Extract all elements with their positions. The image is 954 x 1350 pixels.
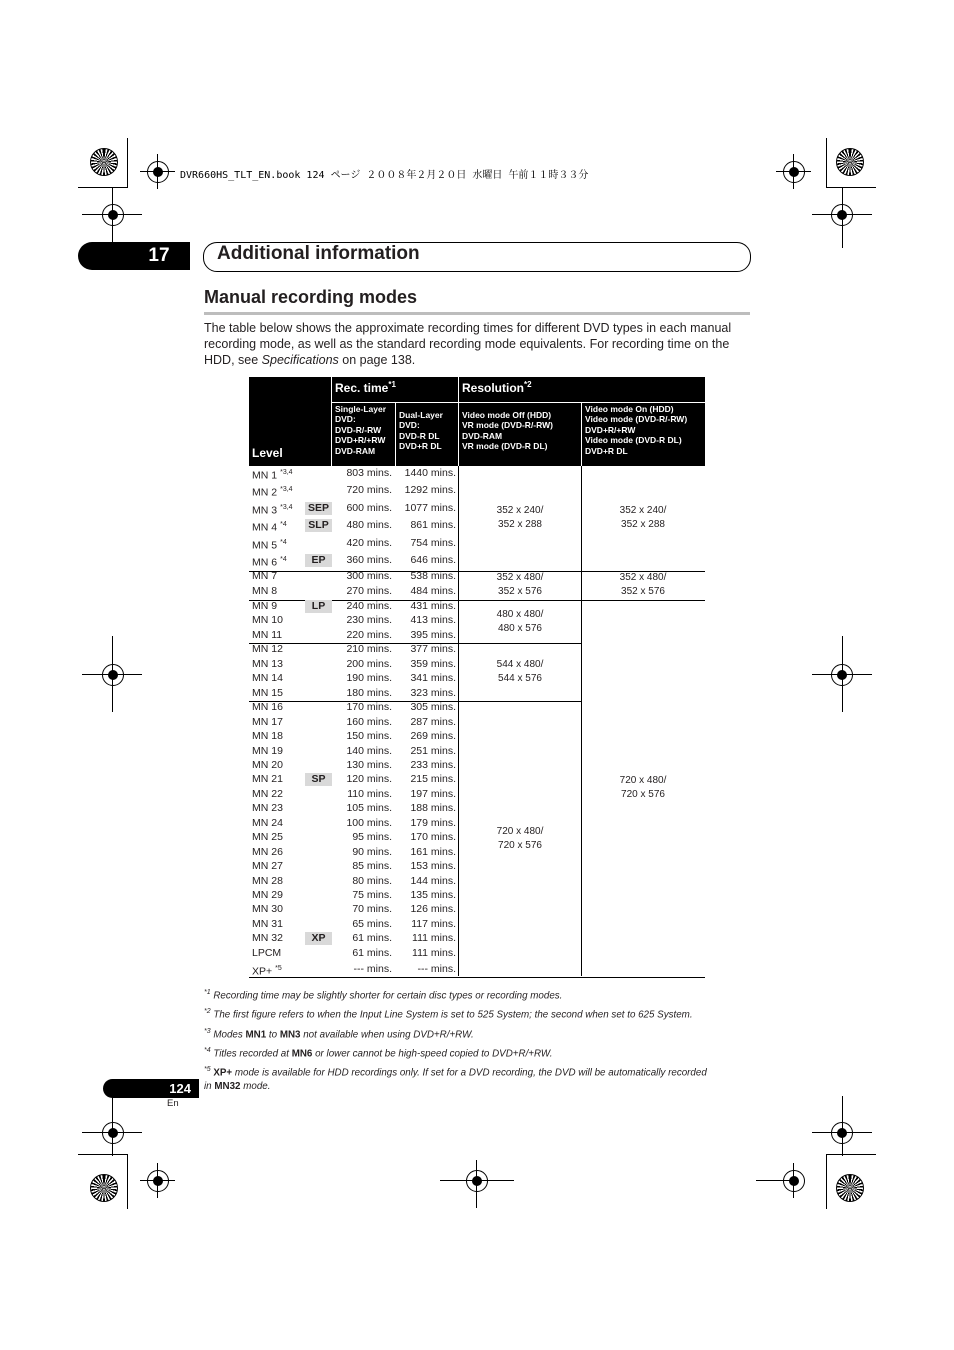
dual-layer-time: --- mins. xyxy=(417,963,456,976)
dual-layer-time: 111 mins. xyxy=(412,932,456,945)
single-layer-time: 300 mins. xyxy=(346,570,392,582)
resolution-cell xyxy=(460,825,580,852)
dual-layer-time: 395 mins. xyxy=(410,628,456,641)
dual-layer-time: 188 mins. xyxy=(410,802,456,815)
footnote-bold: MN32 xyxy=(214,1081,241,1093)
footnote-text: to xyxy=(266,1028,280,1040)
hdr-line: Video mode On (HDD) xyxy=(585,404,674,414)
res-line: 720 x 576 xyxy=(621,788,665,800)
dual-layer-time: 215 mins. xyxy=(410,773,456,786)
footnote-bold: XP+ xyxy=(213,1067,233,1079)
single-layer-time: 85 mins. xyxy=(352,860,392,873)
level-label: MN 21 xyxy=(252,773,283,786)
single-layer-time: 170 mins. xyxy=(346,701,392,714)
level-label: MN 23 xyxy=(252,802,283,815)
footnote-4 xyxy=(204,1043,752,1062)
dual-layer-time: 646 mins. xyxy=(410,554,456,566)
resolution-header-label xyxy=(462,380,532,395)
dual-layer-time: 484 mins. xyxy=(410,585,456,597)
single-layer-time: 105 mins. xyxy=(346,802,392,815)
footnote-3 xyxy=(204,1024,752,1043)
level-label: MN 5 xyxy=(252,539,278,552)
hdr-line: VR mode (DVD-R DL) xyxy=(462,441,548,452)
dual-layer-time: 754 mins. xyxy=(410,537,456,549)
single-layer-time: 95 mins. xyxy=(352,831,392,844)
single-layer-time: 720 mins. xyxy=(346,484,392,496)
hdr-line: DVD-RAM xyxy=(462,430,503,441)
rec-time-label: Rec. time xyxy=(335,381,389,395)
single-layer-time: 70 mins. xyxy=(352,903,392,916)
level-cell xyxy=(252,643,283,655)
footnote-5 xyxy=(204,1063,752,1094)
table-bottom-rule xyxy=(249,977,705,978)
column-divider xyxy=(458,466,459,976)
section-rule xyxy=(204,312,750,315)
footnote-mark: *2 xyxy=(204,1008,211,1016)
dual-layer-time: 126 mins. xyxy=(410,903,456,916)
dual-layer-time: 287 mins. xyxy=(410,715,456,728)
level-label: MN 8 xyxy=(252,585,278,597)
dual-layer-time: 144 mins. xyxy=(410,874,456,887)
level-cell xyxy=(252,831,283,843)
rec-time-footnote-ref: *1 xyxy=(388,380,396,389)
page-number: 124 xyxy=(103,1079,199,1098)
standard-mode-badge: EP xyxy=(305,554,332,567)
single-layer-time: 200 mins. xyxy=(346,657,392,670)
single-layer-time: 600 mins. xyxy=(346,502,392,514)
level-label: MN 27 xyxy=(252,860,283,873)
header-video-mode-on xyxy=(582,403,705,466)
hdr-line: DVD-R/-RW xyxy=(335,424,382,435)
level-cell xyxy=(252,600,277,612)
footnote-text: Titles recorded at xyxy=(213,1048,292,1060)
level-label: MN 18 xyxy=(252,730,283,743)
column-divider xyxy=(581,466,582,976)
single-layer-time: 75 mins. xyxy=(352,889,392,901)
res-line: 720 x 576 xyxy=(498,839,542,851)
resolution-cell xyxy=(583,774,703,801)
footnote-text: The first figure refers to when the Input Line System is set to 525 System; the second when set to 625 System. xyxy=(213,1009,693,1021)
level-footnote-ref: *4 xyxy=(280,521,287,528)
crosshair-mark xyxy=(102,1122,124,1144)
dual-layer-time: 197 mins. xyxy=(410,787,456,800)
level-cell xyxy=(252,745,283,757)
single-layer-time: 65 mins. xyxy=(352,917,392,930)
res-line: 480 x 576 xyxy=(498,622,542,634)
resolution-cell xyxy=(583,571,703,598)
level-label: MN 29 xyxy=(252,889,283,901)
dual-layer-time: 323 mins. xyxy=(410,686,456,699)
hdr-line: DVD+R DL xyxy=(585,445,628,456)
section-title: Manual recording modes xyxy=(204,287,418,307)
single-layer-time: 130 mins. xyxy=(346,758,392,771)
hdr-line: Dual-Layer xyxy=(399,410,443,420)
intro-paragraph xyxy=(204,320,752,368)
level-cell xyxy=(252,716,283,728)
level-cell xyxy=(252,903,283,915)
dual-layer-time: 251 mins. xyxy=(410,744,456,757)
level-cell xyxy=(252,802,283,814)
dual-layer-time: 413 mins. xyxy=(410,614,456,627)
footnote-bold: MN6 xyxy=(291,1048,313,1060)
hdr-line: DVD-R DL xyxy=(399,430,440,441)
res-line: 352 x 480/ xyxy=(496,572,544,583)
footnote-text: not available when using DVD+R/+RW. xyxy=(300,1028,474,1040)
level-label: MN 28 xyxy=(252,874,283,887)
hdr-line: DVD+R/+RW xyxy=(585,424,636,435)
res-line: 544 x 576 xyxy=(498,672,542,684)
single-layer-time: 150 mins. xyxy=(346,730,392,743)
standard-mode-badge: XP xyxy=(305,932,332,945)
dual-layer-time: 538 mins. xyxy=(410,570,456,582)
level-label: XP+ xyxy=(252,965,273,978)
single-layer-time: 90 mins. xyxy=(352,845,392,858)
dual-layer-time: 377 mins. xyxy=(410,643,456,656)
dual-layer-time: 170 mins. xyxy=(410,831,456,844)
footnote-mark: *1 xyxy=(204,989,211,996)
crosshair-mark xyxy=(102,664,124,686)
level-label: MN 2 xyxy=(252,486,278,499)
footnote-text: Recording time may be slightly shorter for certain disc types or recording modes. xyxy=(213,990,563,1002)
resolution-footnote-ref: *2 xyxy=(524,380,532,389)
dual-layer-time: 153 mins. xyxy=(410,860,456,873)
level-label: MN 19 xyxy=(252,744,283,757)
footnote-mark: *3 xyxy=(204,1027,211,1035)
resolution-label: Resolution xyxy=(462,381,524,395)
dual-layer-time: 341 mins. xyxy=(410,672,456,685)
dual-layer-time: 111 mins. xyxy=(412,946,456,959)
standard-mode-badge: LP xyxy=(305,600,332,613)
dual-layer-time: 161 mins. xyxy=(410,845,456,858)
level-footnote-ref: *4 xyxy=(280,539,287,546)
resolution-cell xyxy=(460,571,580,598)
footnote-mark: *5 xyxy=(204,1066,211,1074)
level-label: MN 7 xyxy=(252,570,278,582)
dual-layer-time: 861 mins. xyxy=(410,519,456,531)
level-label: MN 1 xyxy=(252,469,278,482)
hdr-line: DVD+R/+RW xyxy=(335,435,386,446)
level-cell xyxy=(252,539,287,552)
single-layer-time: 190 mins. xyxy=(346,672,392,685)
level-label: MN 32 xyxy=(252,932,283,945)
resolution-cell xyxy=(460,608,580,635)
level-cell xyxy=(252,486,293,499)
level-label: MN 11 xyxy=(252,628,283,641)
hdr-line: VR mode (DVD-R/-RW) xyxy=(462,420,553,431)
crosshair-mark xyxy=(147,161,169,183)
res-line: 544 x 480/ xyxy=(496,659,544,670)
footnote-text: in xyxy=(204,1081,215,1093)
level-label: MN 16 xyxy=(252,701,283,714)
level-label: MN 20 xyxy=(252,758,283,771)
hdr-line: Video mode Off (HDD) xyxy=(462,410,552,420)
hdr-line: DVD-RAM xyxy=(335,445,376,456)
level-label: MN 25 xyxy=(252,831,283,844)
level-cell xyxy=(252,701,283,713)
level-label: MN 24 xyxy=(252,816,283,829)
level-cell xyxy=(252,759,283,771)
header-single-layer xyxy=(332,403,395,466)
hdr-line: DVD: xyxy=(399,420,420,431)
level-label: MN 31 xyxy=(252,917,283,930)
level-header-label: Level xyxy=(252,446,283,460)
level-label: MN 30 xyxy=(252,903,283,916)
level-cell xyxy=(252,889,283,901)
single-layer-time: 480 mins. xyxy=(346,519,392,531)
dual-layer-time: 359 mins. xyxy=(410,657,456,670)
res-line: 720 x 480/ xyxy=(496,826,544,837)
crosshair-mark xyxy=(783,1170,805,1192)
level-cell xyxy=(252,846,283,858)
footnote-text: mode. xyxy=(240,1081,271,1093)
hdr-line: Video mode (DVD-R DL) xyxy=(585,435,682,446)
resolution-cell xyxy=(460,504,580,531)
level-footnote-ref: *3,4 xyxy=(280,504,293,511)
language-code: En xyxy=(167,1098,179,1109)
single-layer-time: 110 mins. xyxy=(347,787,392,800)
level-label: MN 3 xyxy=(252,504,278,517)
dual-layer-time: 431 mins. xyxy=(410,600,456,612)
level-cell xyxy=(252,932,283,944)
specifications-reference: Specifications xyxy=(261,353,339,367)
dual-layer-time: 135 mins. xyxy=(410,889,456,901)
res-line: 480 x 480/ xyxy=(496,609,544,620)
single-layer-time: 220 mins. xyxy=(346,628,392,641)
single-layer-time: 100 mins. xyxy=(346,816,392,829)
res-line: 352 x 288 xyxy=(498,518,542,530)
registration-target-bottom-right xyxy=(836,1174,864,1202)
single-layer-time: 230 mins. xyxy=(346,614,392,627)
level-cell xyxy=(252,918,283,930)
book-file-info: DVR660HS_TLT_EN.book 124 ページ ２００８年２月２０日 水曜日 午前１１時３３分 xyxy=(180,170,589,181)
res-line: 352 x 288 xyxy=(621,518,665,530)
level-label: MN 10 xyxy=(252,614,283,627)
level-cell xyxy=(252,788,283,800)
single-layer-time: 140 mins. xyxy=(346,744,392,757)
level-label: MN 22 xyxy=(252,787,283,800)
level-cell xyxy=(252,570,277,582)
level-cell xyxy=(252,860,283,872)
level-label: MN 9 xyxy=(252,600,278,612)
single-layer-time: 120 mins. xyxy=(346,773,392,786)
level-cell xyxy=(252,614,283,626)
registration-target-top-right xyxy=(836,148,864,176)
single-layer-time: 61 mins. xyxy=(352,932,392,945)
level-footnote-ref: *5 xyxy=(275,965,282,973)
standard-mode-badge: SP xyxy=(305,773,332,786)
dual-layer-time: 305 mins. xyxy=(410,701,456,714)
standard-mode-badge: SEP xyxy=(305,502,332,515)
resolution-cell xyxy=(583,504,703,531)
single-layer-time: 180 mins. xyxy=(346,686,392,699)
res-line: 352 x 576 xyxy=(498,585,542,597)
intro-text: The table below shows the approximate recording times for different DVD types in each manual recording mode, as well as the standard recording mode equivalents. For recording time on the HDD, see xyxy=(204,321,732,367)
level-footnote-ref: *4 xyxy=(280,556,287,563)
level-cell xyxy=(252,556,287,569)
level-cell xyxy=(252,773,283,785)
hdr-line: Single-Layer xyxy=(335,404,387,414)
footnote-text: Modes xyxy=(213,1028,246,1040)
level-cell xyxy=(252,730,283,742)
level-cell xyxy=(252,521,287,534)
single-layer-time: --- mins. xyxy=(353,963,392,976)
crosshair-mark xyxy=(783,161,805,183)
dual-layer-time: 233 mins. xyxy=(410,758,456,771)
dual-layer-time: 1440 mins. xyxy=(404,467,456,479)
level-label: MN 26 xyxy=(252,845,283,858)
level-cell xyxy=(252,672,283,684)
single-layer-time: 270 mins. xyxy=(346,585,392,597)
level-cell xyxy=(252,965,282,978)
intro-text-end: on page 138. xyxy=(338,353,416,367)
res-line: 352 x 576 xyxy=(621,585,665,597)
footnote-bold: MN1 xyxy=(245,1028,267,1040)
level-footnote-ref: *3,4 xyxy=(280,486,293,493)
footnotes xyxy=(204,985,752,1094)
crosshair-mark xyxy=(147,1170,169,1192)
registration-target-bottom-left xyxy=(90,1174,118,1202)
chapter-title: Additional information xyxy=(217,243,420,264)
footnote-2 xyxy=(204,1004,752,1023)
single-layer-time: 160 mins. xyxy=(346,715,392,728)
level-cell xyxy=(252,504,293,517)
res-line: 720 x 480/ xyxy=(619,775,667,786)
level-label: MN 17 xyxy=(252,715,283,728)
single-layer-time: 80 mins. xyxy=(352,874,392,887)
level-cell xyxy=(252,947,281,959)
rec-time-header-label xyxy=(335,380,396,395)
level-cell xyxy=(252,875,283,887)
level-cell xyxy=(252,687,283,699)
hdr-line: DVD: xyxy=(335,414,356,425)
footnote-1 xyxy=(204,985,752,1004)
header-dual-layer xyxy=(396,403,458,466)
resolution-cell xyxy=(460,658,580,685)
level-cell xyxy=(252,629,282,641)
dual-layer-time: 1077 mins. xyxy=(404,502,456,514)
level-label: MN 4 xyxy=(252,521,278,534)
res-line: 352 x 240/ xyxy=(496,505,544,516)
level-label: MN 13 xyxy=(252,657,283,670)
level-label: MN 6 xyxy=(252,556,278,569)
res-line: 352 x 480/ xyxy=(619,572,667,583)
level-footnote-ref: *3,4 xyxy=(280,469,293,476)
dual-layer-time: 1292 mins. xyxy=(404,484,456,496)
level-label: MN 15 xyxy=(252,686,283,699)
single-layer-time: 420 mins. xyxy=(346,537,392,549)
single-layer-time: 61 mins. xyxy=(352,946,392,959)
dual-layer-time: 179 mins. xyxy=(410,816,456,829)
hdr-line: DVD+R DL xyxy=(399,441,442,452)
single-layer-time: 210 mins. xyxy=(346,643,392,656)
level-label: MN 14 xyxy=(252,672,283,685)
level-cell xyxy=(252,658,283,670)
chapter-number: 17 xyxy=(78,242,190,270)
crosshair-mark xyxy=(466,1170,488,1192)
res-line: 352 x 240/ xyxy=(619,505,667,516)
level-label: MN 12 xyxy=(252,643,283,656)
single-layer-time: 803 mins. xyxy=(346,467,392,479)
level-cell xyxy=(252,469,293,482)
level-cell xyxy=(252,585,277,597)
footnote-bold: MN3 xyxy=(279,1028,301,1040)
level-cell xyxy=(252,817,283,829)
dual-layer-time: 269 mins. xyxy=(410,730,456,743)
registration-target-top-left xyxy=(90,148,118,176)
level-label: LPCM xyxy=(252,946,282,959)
standard-mode-badge: SLP xyxy=(305,519,332,532)
hdr-line: Video mode (DVD-R/-RW) xyxy=(585,414,688,425)
single-layer-time: 240 mins. xyxy=(346,600,392,612)
dual-layer-time: 117 mins. xyxy=(411,917,456,930)
header-video-mode-off xyxy=(459,403,581,466)
footnote-mark: *4 xyxy=(204,1046,211,1054)
footnote-text: or lower cannot be high-speed copied to DVD+R/+RW. xyxy=(312,1048,553,1060)
single-layer-time: 360 mins. xyxy=(346,554,392,566)
crosshair-mark xyxy=(102,204,124,226)
footnote-text: mode is available for HDD recordings only. If set for a DVD recording, the DVD will be automatically recorded xyxy=(232,1067,707,1079)
